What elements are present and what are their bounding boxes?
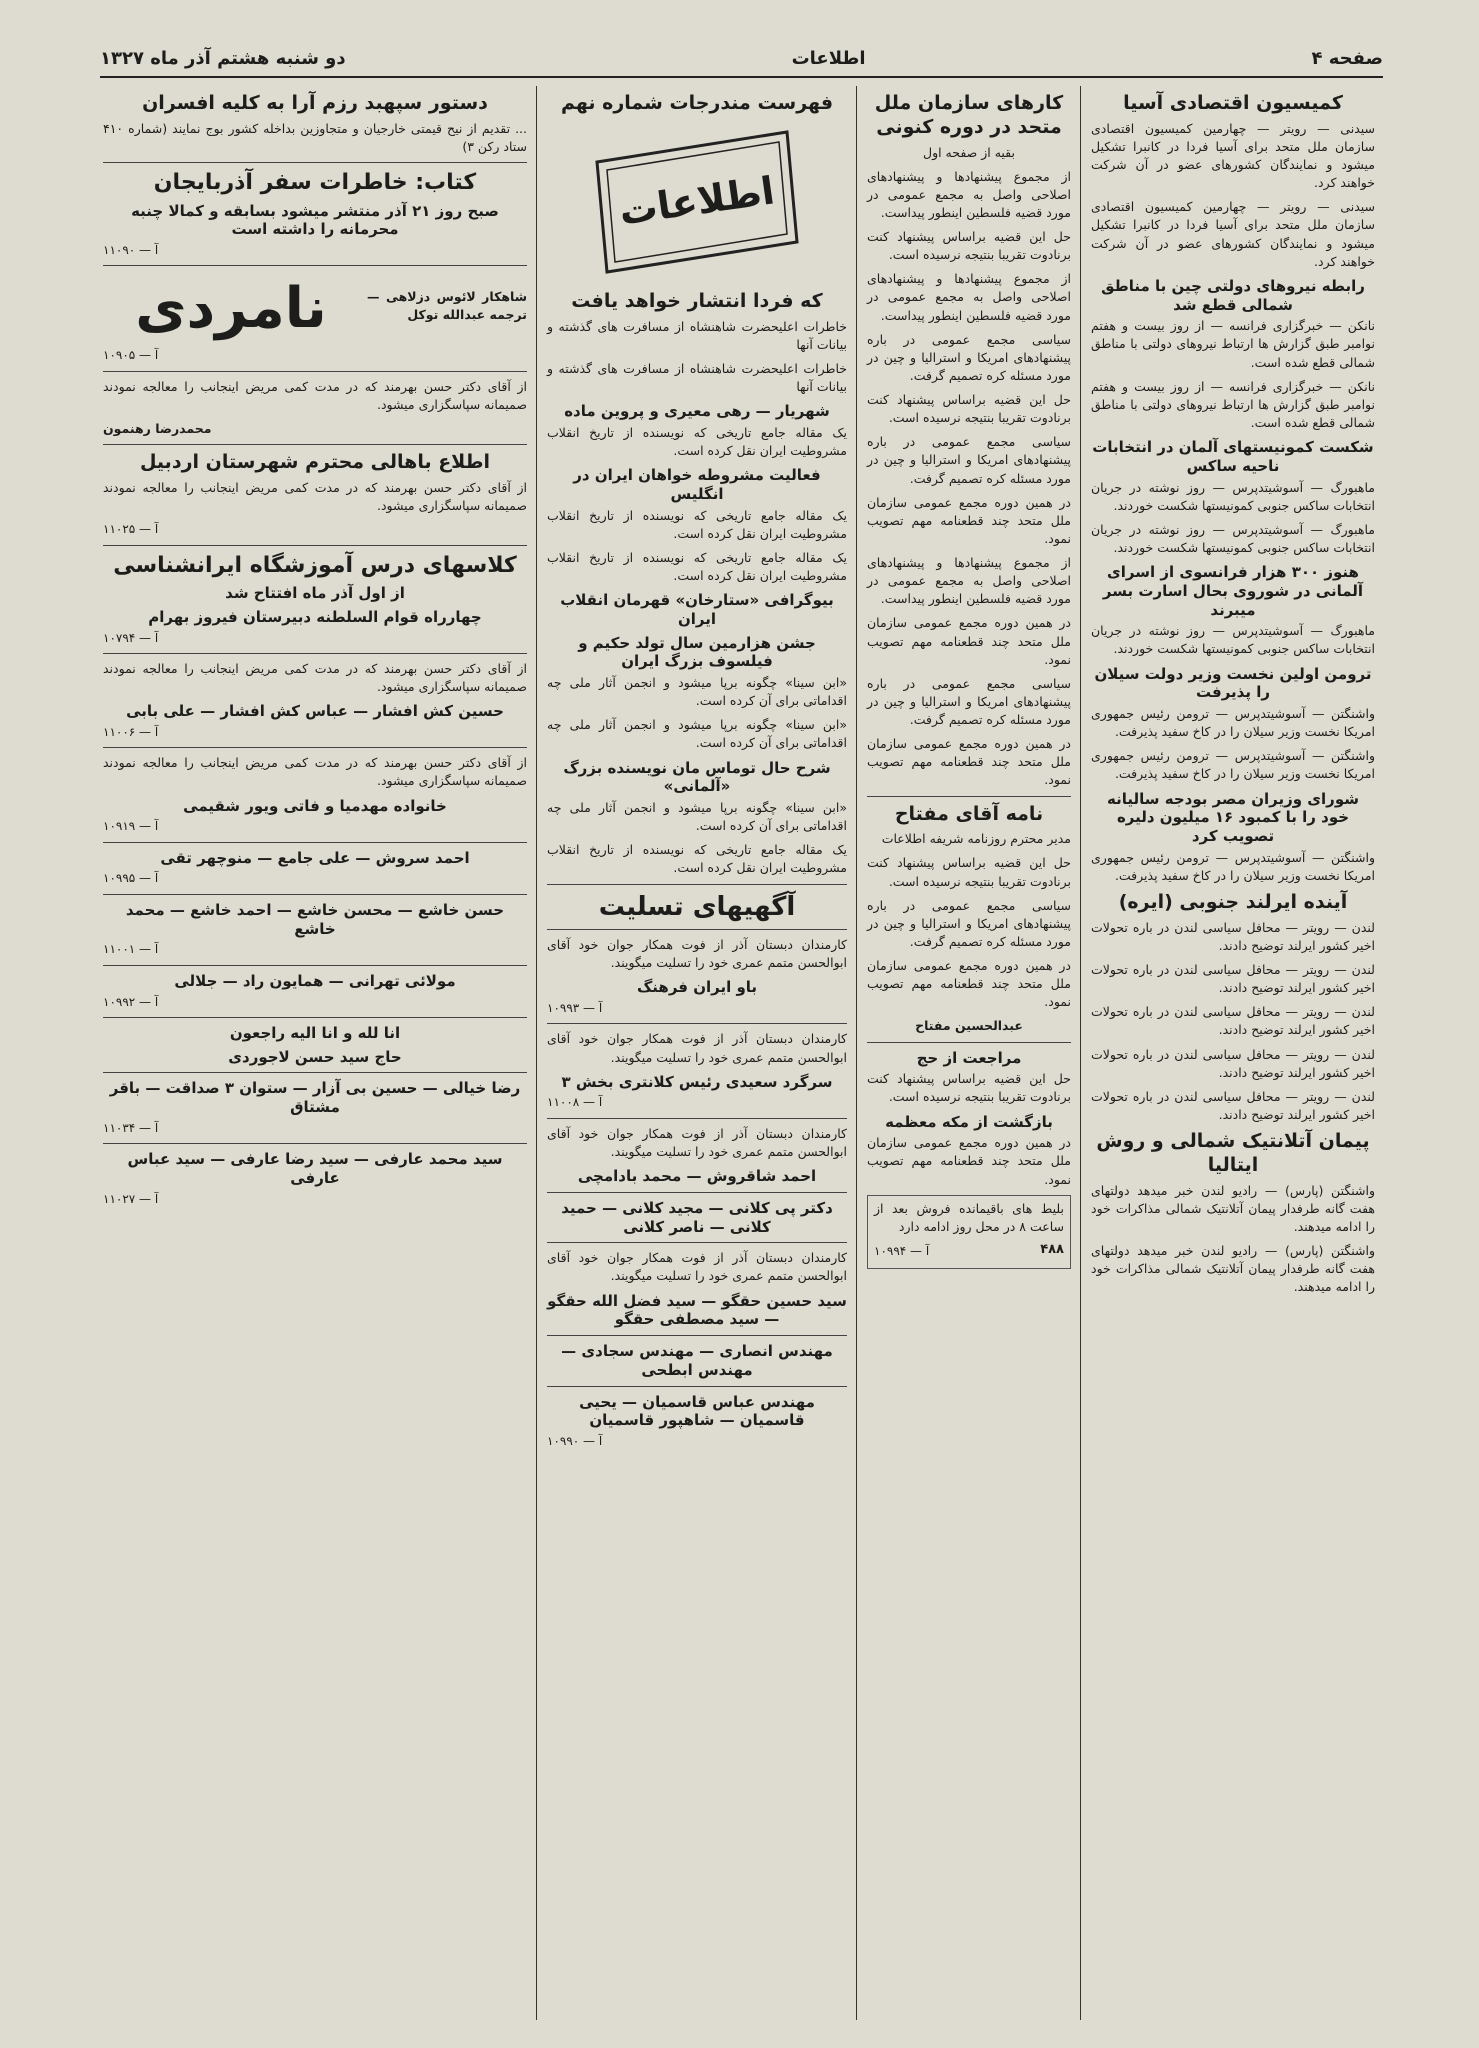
ad-code: آ — ۱۰۹۱۹ (103, 819, 159, 834)
ad-code: آ — ۱۰۹۹۰ (547, 1434, 603, 1449)
ad-code: آ — ۱۰۹۹۲ (103, 994, 159, 1009)
article-body: سیاسی مجمع عمومی در باره پیشنهادهای امریکا و استرالیا و چین در مورد مسئله کره تصمیم گرفت. (867, 675, 1071, 727)
page-counter: ۴۸۸ (1040, 1241, 1064, 1257)
section-divider (103, 545, 527, 546)
article-body: یک مقاله جامع تاریخی که نویسنده از تاریخ انقلاب مشروطیت ایران نقل کرده است. (547, 424, 847, 458)
notice-body: از آقای دکتر حسن بهرمند که در مدت کمی مریض اینجانب را معالجه نمودند صمیمانه سپاسگزاری میشود. (103, 755, 527, 789)
article-body: در همین دوره مجمع عمومی سازمان ملل متحد چند قطعنامه مهم تصویب نمود. (867, 736, 1071, 788)
article-body: در همین دوره مجمع عمومی سازمان ملل متحد چند قطعنامه مهم تصویب نمود. (867, 1135, 1071, 1187)
article-title: ترومن اولین نخست وزیر دولت سیلان را پذیرفت (1094, 664, 1372, 702)
article-body: «ابن سینا» چگونه برپا میشود و انجمن آثار ملی چه اقداماتی برای آن کرده است. (547, 717, 847, 751)
notice-signature: رضا خیالی — حسین بی آزار — ستوان ۳ صداقت — باقر مشتاق (109, 1079, 521, 1117)
section-divider (103, 842, 527, 843)
ad-code: آ — ۱۱۰۲۷ (103, 1191, 159, 1206)
ad-code: آ — ۱۱۰۰۶ (103, 724, 159, 739)
section-divider (547, 884, 847, 885)
article-body: سیدنی — رویتر — چهارمین کمیسیون اقتصادی سازمان ملل متحد برای آسیا فردا در کانبرا تشکیل میشود و نمایندگان کشورهای عضو در آن شرکت خواهند کرد. (1091, 199, 1375, 269)
paper-name: اطلاعات (791, 47, 866, 69)
article-body: حل این قضیه براساس پیشنهاد کنت برنادوت تقریبا بنتیجه نرسیده است. (867, 855, 1071, 889)
ad-code: آ — ۱۱۰۰۸ (547, 1095, 603, 1110)
column-divider (856, 86, 857, 2020)
article-body: نانکن — خبرگزاری فرانسه — از روز بیست و هفتم نوامبر طبق گزارش ها ارتباط نیروهای دولتی با مناطق شمالی قطع شده است. (1091, 318, 1375, 370)
column-1 (1083, 86, 1383, 2020)
notice-title: اطلاع باهالی محترم شهرستان اردبیل (139, 451, 491, 474)
article-body: از مجموع پیشنهادها و پیشنهادهای اصلاحی واصل به مجمع عمومی در مورد قضیه فلسطین اینطور پیداست. (867, 555, 1071, 607)
ad-code: آ — ۱۱۰۰۱ (103, 942, 159, 957)
article-body: ماهبورگ — آسوشیتدپرس — روز نوشته در جریان انتخابات ساکس جنوبی کمونیستها شکست خوردند. (1091, 479, 1375, 513)
article-body: یک مقاله جامع تاریخی که نویسنده از تاریخ انقلاب مشروطیت ایران نقل کرده است. (547, 507, 847, 541)
notice-body: کارمندان دبستان آذر از فوت همکار جوان خود آقای ابوالحسن متمم عمری خود را تسلیت میگویند. (547, 1031, 847, 1065)
article-body: واشنگتن (پارس) — رادیو لندن خبر میدهد دولتهای هفت گانه طرفدار پیمان آتلانتیک شمالی مذاکرات خود را ادامه میدهند. (1091, 1242, 1375, 1295)
article-body: خاطرات اعلیحضرت شاهنشاه از مسافرت های گذشته و بیانات آنها (547, 360, 847, 394)
section-title: آگهیهای تسلیت (598, 891, 796, 922)
column-2 (859, 86, 1079, 2020)
section-divider (103, 162, 527, 163)
notice-title: دستور سپهبد رزم آرا به کلیه افسران (142, 92, 488, 114)
ad-body: از اول آذر ماه افتتاح شد (225, 584, 405, 603)
column-divider (1080, 86, 1081, 2020)
article-title: شهریار — رهی معیری و پروین ماده (564, 402, 830, 420)
notice-signature: مهندس عباس قاسمیان — یحیی قاسمیان — شاهپور قاسمیان (579, 1392, 815, 1430)
continuation-note: بقیه از صفحه اول (922, 144, 1015, 160)
article-body: در همین دوره مجمع عمومی سازمان ملل متحد چند قطعنامه مهم تصویب نمود. (867, 615, 1071, 667)
section-divider (103, 653, 527, 654)
article-body: لندن — رویتر — محافل سیاسی لندن در باره تحولات اخیر کشور ایرلند توضیح دادند. (1091, 1004, 1375, 1038)
notice-signature: دکتر پی کلانی — مجید کلانی — حمید کلانی — ناصر کلانی (561, 1198, 833, 1236)
ad-code: آ — ۱۰۹۹۳ (547, 1001, 603, 1015)
article-body: لندن — رویتر — محافل سیاسی لندن در باره تحولات اخیر کشور ایرلند توضیح دادند. (1091, 919, 1375, 953)
section-divider (103, 444, 527, 445)
ad-body: چهارراه قوام السلطنه دبیرستان فیروز بهرام (148, 607, 482, 626)
section-divider (547, 1335, 847, 1336)
ad-code: آ — ۱۰۹۹۴ (874, 1243, 930, 1258)
notice-signature: احمد سروش — علی جامع — منوچهر تقی (160, 848, 470, 867)
section-divider (867, 1042, 1071, 1043)
article-body: حل این قضیه براساس پیشنهاد کنت برنادوت تقریبا بنتیجه نرسیده است. (867, 392, 1071, 426)
page-number-label: صفحه ۴ (1311, 47, 1383, 69)
article-title: بیوگرافی «ستارخان» قهرمان انقلاب ایران (560, 591, 834, 628)
article-body: واشنگتن (پارس) — رادیو لندن خبر میدهد دولتهای هفت گانه طرفدار پیمان آتلانتیک شمالی مذاکرات خود را ادامه میدهند. (1091, 1182, 1375, 1234)
article-body: در همین دوره مجمع عمومی سازمان ملل متحد چند قطعنامه مهم تصویب نمود. (867, 494, 1071, 546)
notice-signature: حاج سید حسن لاجوردی (228, 1047, 402, 1066)
article-title: جشن هزارمین سال تولد حکیم و فیلسوف بزرگ ایران (578, 633, 816, 671)
section-divider (103, 965, 527, 966)
logo-text: اطلاعات (616, 168, 778, 234)
article-body: ماهبورگ — آسوشیتدپرس — روز نوشته در جریان انتخابات ساکس جنوبی کمونیستها شکست خوردند. (1091, 623, 1375, 657)
notice-signature: احمد شاقروش — محمد بادامچی (577, 1167, 817, 1186)
notice-title: انا لله و انا الیه راجعون (229, 1023, 401, 1042)
article-body: حل این قضیه براساس پیشنهاد کنت برنادوت تقریبا بنتیجه نرسیده است. (867, 1071, 1071, 1105)
ad-code: آ — ۱۰۹۹۵ (103, 871, 159, 886)
article-body: از مجموع پیشنهادها و پیشنهادهای اصلاحی واصل به مجمع عمومی در مورد قضیه فلسطین اینطور پیداست. (867, 168, 1071, 220)
article-body: سیاسی مجمع عمومی در باره پیشنهادهای امریکا و استرالیا و چین در مورد مسئله کره تصمیم گرفت. (867, 434, 1071, 486)
notice-signature: سید حسین حقگو — سید فضل الله حقگو — سید مصطفی حقگو (547, 1291, 847, 1329)
notice-signature: خانواده مهدمیا و فاتی ویور شقیمی (183, 796, 447, 815)
notice-body: از آقای دکتر حسن بهرمند که در مدت کمی مریض اینجانب را معالجه نمودند صمیمانه سپاسگزاری میشود. (103, 660, 527, 695)
notice-signature: حسین کش افشار — عباس کش افشار — علی بابی (126, 702, 504, 721)
section-divider (547, 1386, 847, 1387)
notice-body: کارمندان دبستان آذر از فوت همکار جوان خود آقای ابوالحسن متمم عمری خود را تسلیت میگویند. (547, 1125, 847, 1159)
ad-code: آ — ۱۰۷۹۴ (103, 630, 159, 645)
column-4 (95, 86, 535, 2020)
section-divider (103, 1017, 527, 1018)
book-title: نامردی (135, 276, 327, 342)
article-title: فعالیت مشروطه خواهان ایران در انگلیس (573, 466, 821, 503)
column-3 (539, 86, 855, 2020)
article-body: سیدنی — رویتر — چهارمین کمیسیون اقتصادی سازمان ملل متحد برای آسیا فردا در کانبرا تشکیل میشود و نمایندگان کشورهای عضو در آن شرکت خواهند کرد. (1091, 120, 1375, 191)
ad-title: کتاب: خاطرات سفر آذربایجان (153, 170, 477, 195)
article-title: آینده ایرلند جنوبی (ایره) (1118, 891, 1348, 913)
article-body: لندن — رویتر — محافل سیاسی لندن در باره تحولات اخیر کشور ایرلند توضیح دادند. (1091, 962, 1375, 996)
article-title: شکست کمونیستهای آلمان در انتخابات ناحیه ساکس (1092, 438, 1374, 475)
notice-signature: سید محمد عارفی — سید رضا عارفی — سید عباس عارفی (127, 1150, 503, 1188)
article-body: نانکن — خبرگزاری فرانسه — از روز بیست و هفتم نوامبر طبق گزارش ها ارتباط نیروهای دولتی با مناطق شمالی قطع شده است. (1091, 378, 1375, 430)
article-body: یک مقاله جامع تاریخی که نویسنده از تاریخ انقلاب مشروطیت ایران نقل کرده است. (547, 842, 847, 876)
article-body: «ابن سینا» چگونه برپا میشود و انجمن آثار ملی چه اقداماتی برای آن کرده است. (547, 800, 847, 834)
notice-body: کارمندان دبستان آذر از فوت همکار جوان خود آقای ابوالحسن متمم عمری خود را تسلیت میگویند. (547, 1250, 847, 1284)
article-title: رابطه نیروهای دولتی چین با مناطق شمالی قطع شد (1101, 276, 1365, 314)
article-title: فهرست مندرجات شماره نهم (560, 92, 834, 114)
notice-signature: حسن خاشع — محسن خاشع — احمد خاشع — محمد خاشع (125, 900, 505, 938)
notice-body: کارمندان دبستان آذر از فوت همکار جوان خود آقای ابوالحسن متمم عمری خود را تسلیت میگویند. (547, 937, 847, 971)
notice-body: ... تقدیم از نیح قیمتی خارجیان و متجاوزین بداخله کشور بوج نمایند (شماره ۴۱۰ ستاد رکن ۳) (103, 120, 527, 154)
section-divider (103, 894, 527, 895)
article-title: بازگشت از مکه معظمه (885, 1112, 1053, 1131)
notice-signature: سرگرد سعیدی رئیس کلانتری بخش ۳ (561, 1072, 833, 1091)
book-ad (103, 272, 527, 345)
section-divider (547, 1023, 847, 1024)
article-body: لندن — رویتر — محافل سیاسی لندن در باره تحولات اخیر کشور ایرلند توضیح دادند. (1091, 1088, 1375, 1122)
article-title: شورای وزیران مصر بودجه سالیانه خود را با کمبود ۱۶ میلیون دلیره تصویب کرد (1107, 789, 1359, 845)
article-title: مراجعت از حج (916, 1048, 1022, 1067)
section-divider (547, 1118, 847, 1119)
ad-code: آ — ۱۱۰۹۰ (103, 243, 159, 257)
article-body: سیاسی مجمع عمومی در باره پیشنهادهای امریکا و استرالیا و چین در مورد مسئله کره تصمیم گرفت. (867, 897, 1071, 949)
article-body: خاطرات اعلیحضرت شاهنشاه از مسافرت های گذشته و بیانات آنها (547, 318, 847, 352)
section-divider (103, 747, 527, 748)
section-divider (103, 371, 527, 372)
article-title: شرح حال توماس مان نویسنده بزرگ «آلمانی» (563, 758, 831, 796)
ad-code: آ — ۱۰۹۰۵ (103, 348, 159, 363)
logo-icon (587, 122, 807, 282)
notice-signature: مهندس انصاری — مهندس سجادی — مهندس ابطحی (561, 1342, 833, 1379)
article-body: از مجموع پیشنهادها و پیشنهادهای اصلاحی واصل به مجمع عمومی در مورد قضیه فلسطین اینطور پیداست. (867, 271, 1071, 323)
section-divider (547, 1242, 847, 1243)
article-body: در همین دوره مجمع عمومی سازمان ملل متحد چند قطعنامه مهم تصویب نمود. (867, 958, 1071, 1010)
ettelaat-logo (587, 122, 807, 282)
ad-code: آ — ۱۱۰۳۴ (103, 1120, 159, 1135)
ad-title: کلاسهای درس آموزشگاه ایرانشناسی (113, 552, 517, 578)
notice-body: از آقای دکتر حسن بهرمند که در مدت کمی مریض اینجانب را معالجه نمودند صمیمانه سپاسگزاری میشود. (103, 479, 527, 514)
article-body: واشنگتن — آسوشیتدپرس — ترومن رئیس جمهوری امریکا نخست وزیر سیلان را در کاخ سفید پذیرفت. (1091, 849, 1375, 883)
notice-signature: مولائی تهرانی — همایون راد — جلالی (174, 971, 456, 990)
article-body: واشنگتن — آسوشیتدپرس — ترومن رئیس جمهوری امریکا نخست وزیر سیلان را در کاخ سفید پذیرفت. (1091, 748, 1375, 782)
article-title: نامه آقای مفتاح (894, 802, 1044, 825)
section-divider (103, 1143, 527, 1144)
article-body: لندن — رویتر — محافل سیاسی لندن در باره تحولات اخیر کشور ایرلند توضیح دادند. (1091, 1046, 1375, 1080)
ad-text: بلیط های باقیمانده فروش بعد از ساعت ۸ در محل روز ادامه دارد (874, 1200, 1064, 1234)
book-info: شاهکار لائوس دزلاهی — ترجمه عبدالله توکل (367, 288, 527, 322)
article-body: واشنگتن — آسوشیتدپرس — ترومن رئیس جمهوری امریکا نخست وزیر سیلان را در کاخ سفید پذیرفت. (1091, 706, 1375, 740)
page-header (100, 40, 1383, 78)
section-divider (103, 265, 527, 266)
section-divider (103, 1072, 527, 1073)
article-body: ماهبورگ — آسوشیتدپرس — روز نوشته در جریان انتخابات ساکس جنوبی کمونیستها شکست خوردند. (1091, 521, 1375, 555)
article-title: هنوز ۳۰۰ هزار فرانسوی از اسرای آلمانی در شوروی بحال اسارت بسر میبرند (1102, 563, 1364, 619)
column-divider (536, 86, 537, 2020)
ad-code: آ — ۱۱۰۲۵ (103, 522, 159, 537)
notice-body: از آقای دکتر حسن بهرمند که در مدت کمی مریض اینجانب را معالجه نمودند صمیمانه سپاسگزاری میشود. (103, 378, 527, 412)
article-title: پیمان آتلانتیک شمالی و روش ایتالیا (1096, 1130, 1370, 1176)
article-title: که فردا انتشار خواهد یافت (571, 289, 823, 312)
article-body: سیاسی مجمع عمومی در باره پیشنهادهای امریکا و استرالیا و چین در مورد مسئله کره تصمیم گرفت. (867, 331, 1071, 383)
article-body: «ابن سینا» چگونه برپا میشود و انجمن آثار ملی چه اقداماتی برای آن کرده است. (547, 675, 847, 709)
letter-salutation: مدیر محترم روزنامه شریفه اطلاعات (881, 831, 1071, 847)
ad-body: صبح روز ۲۱ آذر منتشر میشود بسابقه و کمالا چنبه محرمانه را داشته است (131, 201, 499, 239)
section-divider (547, 1192, 847, 1193)
section-divider (547, 929, 847, 930)
article-body: حل این قضیه براساس پیشنهاد کنت برنادوت تقریبا بنتیجه نرسیده است. (867, 229, 1071, 263)
section-divider (867, 796, 1071, 797)
article-title: کارهای سازمان ملل متحد در دوره کنونی (874, 92, 1064, 138)
signature: عبدالحسین مفتاح (915, 1018, 1023, 1034)
notice-signature: محمدرضا رهنمون (103, 421, 212, 437)
notice-signature: باو ایران فرهنگ (636, 978, 758, 997)
article-body: یک مقاله جامع تاریخی که نویسنده از تاریخ انقلاب مشروطیت ایران نقل کرده است. (547, 549, 847, 583)
article-title: کمیسیون اقتصادی آسیا (1123, 92, 1343, 114)
advertisement (867, 1195, 1071, 1269)
issue-date: دو شنبه هشتم آذر ماه ۱۳۲۷ (100, 47, 346, 69)
